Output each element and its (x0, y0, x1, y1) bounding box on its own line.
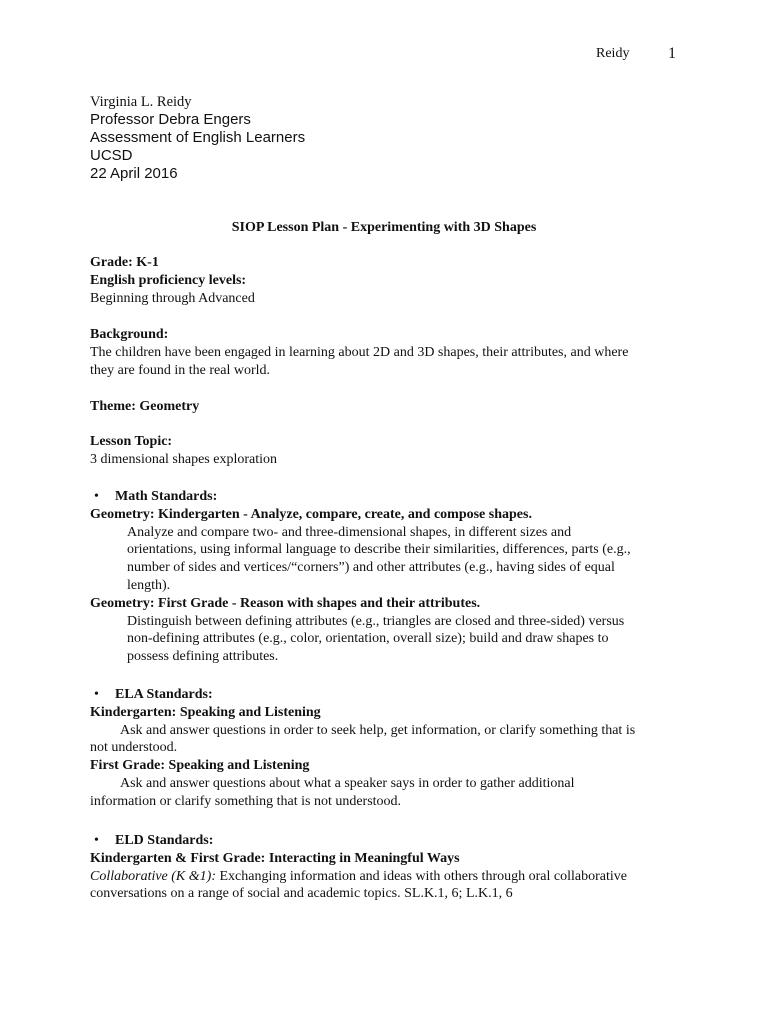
math-k-line-4: length). (127, 577, 171, 593)
eld-standards-block (90, 832, 680, 903)
background-line-1: The children have been engaged in learning about 2D and 3D shapes, their attributes, and where (90, 344, 629, 360)
ela-g1-line-1: Ask and answer questions about what a speaker says in order to gather additional (120, 775, 575, 791)
ela-k-heading: Kindergarten: Speaking and Listening (90, 704, 321, 720)
math-k-line-1: Analyze and compare two- and three-dimensional shapes, in different sizes and (127, 524, 572, 540)
page-number: 1 (668, 45, 676, 62)
ela-heading: ELA Standards: (115, 687, 213, 702)
ela-g1-line-2: information or clarify something that is not understood. (90, 793, 402, 809)
header-surname: Reidy (596, 46, 630, 61)
student-name: Virginia L. Reidy (90, 94, 192, 110)
ela-g1-heading: First Grade: Speaking and Listening (90, 758, 310, 774)
eld-italic-label: Collaborative (K &1): (90, 868, 216, 884)
heading-date: 22 April 2016 (90, 165, 178, 182)
proficiency-value: Beginning through Advanced (90, 290, 255, 306)
course-name: Assessment of English Learners (90, 129, 306, 146)
bullet-icon: • (94, 687, 99, 702)
grade-line: Grade: K-1 (90, 255, 159, 270)
eld-line-2: conversations on a range of social and academic topics. SL.K.1, 6; L.K.1, 6 (90, 886, 513, 902)
ela-k-line-1: Ask and answer questions in order to seek help, get information, or clarify something that is (120, 722, 636, 738)
ela-k-line-2: not understood. (90, 740, 178, 756)
proficiency-label: English proficiency levels: (90, 272, 247, 288)
bullet-icon: • (94, 833, 99, 848)
theme-line: Theme: Geometry (90, 399, 200, 414)
math-standards-block (90, 488, 680, 666)
bullet-icon: • (94, 489, 99, 504)
topic-value: 3 dimensional shapes exploration (90, 451, 278, 467)
document-title: SIOP Lesson Plan - Experimenting with 3D Shapes (231, 220, 537, 235)
background-block (90, 326, 680, 379)
running-header (596, 45, 676, 62)
math-g1-line-3: possess defining attributes. (127, 649, 279, 665)
mla-heading (90, 94, 305, 183)
eld-heading: ELD Standards: (115, 833, 214, 848)
ela-standards-block (90, 686, 680, 811)
grade-block (90, 254, 680, 307)
school-name: UCSD (90, 147, 133, 164)
math-k-line-2: orientations, using informal language to describe their similarities, differences, parts (e.g., (127, 542, 631, 558)
math-g1-line-1: Distinguish between defining attributes (e.g., triangles are closed and three-sided) versus (127, 613, 625, 629)
eld-line-1: Exchanging information and ideas with others through oral collaborative (216, 868, 627, 884)
math-k-line-3: number of sides and vertices/“corners”) and other attributes (e.g., having sides of equal (127, 560, 615, 576)
math-g1-line-2: non-defining attributes (e.g., color, orientation, overall size); build and draw shapes to (127, 631, 609, 647)
math-heading: Math Standards: (115, 489, 218, 504)
math-k-heading: Geometry: Kindergarten - Analyze, compare, create, and compose shapes. (90, 506, 532, 522)
topic-label: Lesson Topic: (90, 434, 173, 449)
background-label: Background: (90, 327, 169, 342)
theme-block (90, 398, 680, 416)
eld-sub-heading: Kindergarten & First Grade: Interacting in Meaningful Ways (90, 850, 460, 866)
background-line-2: they are found in the real world. (90, 362, 270, 378)
math-g1-heading: Geometry: First Grade - Reason with shapes and their attributes. (90, 595, 481, 611)
topic-block (90, 433, 680, 469)
professor-name: Professor Debra Engers (90, 111, 251, 128)
